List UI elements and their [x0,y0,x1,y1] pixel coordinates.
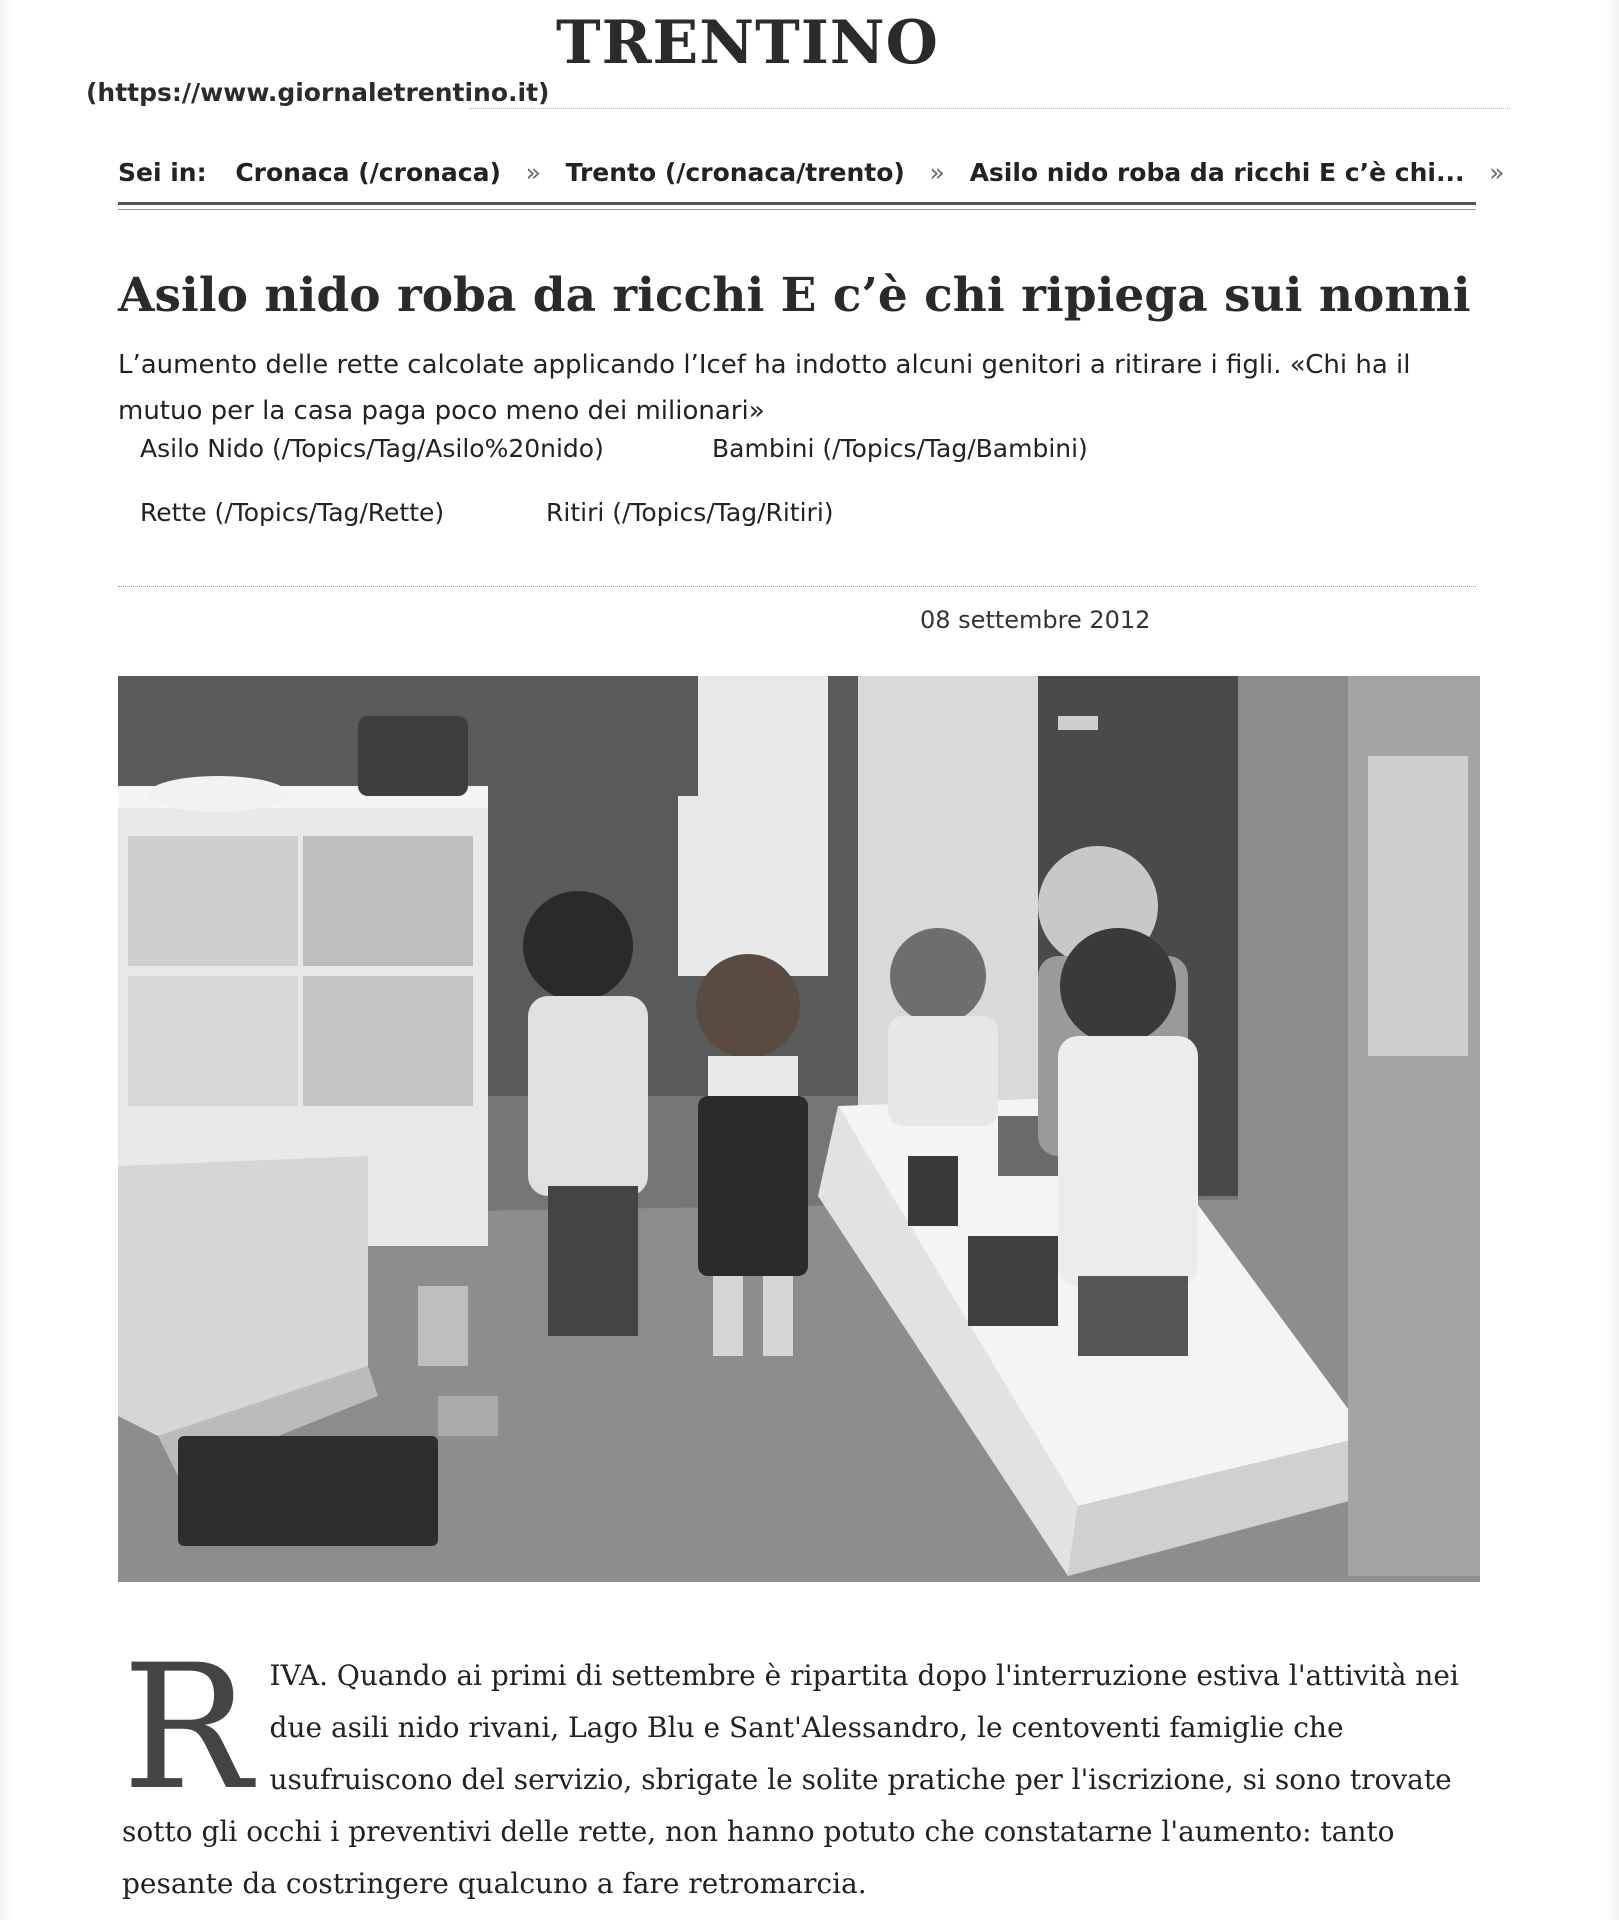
breadcrumb-rule [118,202,1476,205]
breadcrumb-separator: » [525,158,541,187]
article-photo [118,676,1480,1582]
breadcrumb-rule-thin [118,209,1476,210]
photo-illustration [118,676,1480,1582]
drop-cap: R [122,1627,252,1828]
article-headline: Asilo nido roba da ricchi E c’è chi ripiega sui nonni [118,268,1471,323]
breadcrumb-item-current[interactable]: Asilo nido roba da ricchi E c’è chi... [969,158,1465,187]
masthead-logo[interactable]: TRENTINO [556,8,939,78]
scan-edge-right [1605,0,1619,1920]
breadcrumb-item-trento[interactable]: Trento (/cronaca/trento) [565,158,905,187]
tags-divider [118,586,1476,587]
breadcrumb-separator: » [1489,158,1505,187]
article-subtitle: L’aumento delle rette calcolate applicando l’Icef ha indotto alcuni genitori a ritirare i figli. «Chi ha il mutuo per la casa paga poco meno dei milionari» [118,350,1411,426]
site-url[interactable]: (https://www.giornaletrentino.it) [86,78,550,107]
article-body-text: IVA. Quando ai primi di settembre è ripartita dopo l'interruzione estiva l'attività nei due asili nido rivani, Lago Blu e Sant'Alessandro, le centoventi famiglie che usufruiscono del servizio, sbrigate le solite pratiche per l'iscrizione, si sono trovate sotto gli occhi i preventivi delle rette, non hanno potuto che constatarne l'aumento: tanto pesante da costringere qualcuno a fare retromarcia. [122,1659,1459,1900]
breadcrumb-item-cronaca[interactable]: Cronaca (/cronaca) [235,158,501,187]
tag-rette[interactable]: Rette (/Topics/Tag/Rette) [140,498,445,527]
breadcrumb-separator: » [929,158,945,187]
tag-asilo-nido[interactable]: Asilo Nido (/Topics/Tag/Asilo%20nido) [140,434,604,463]
tag-ritiri[interactable]: Ritiri (/Topics/Tag/Ritiri) [546,498,834,527]
scan-edge-left [0,0,14,1920]
tag-bambini[interactable]: Bambini (/Topics/Tag/Bambini) [712,434,1088,463]
breadcrumb [118,158,1505,187]
breadcrumb-lead: Sei in: [118,158,207,187]
article-body [122,1627,1482,1910]
header-divider [470,108,1510,109]
article-date: 08 settembre 2012 [920,606,1151,634]
